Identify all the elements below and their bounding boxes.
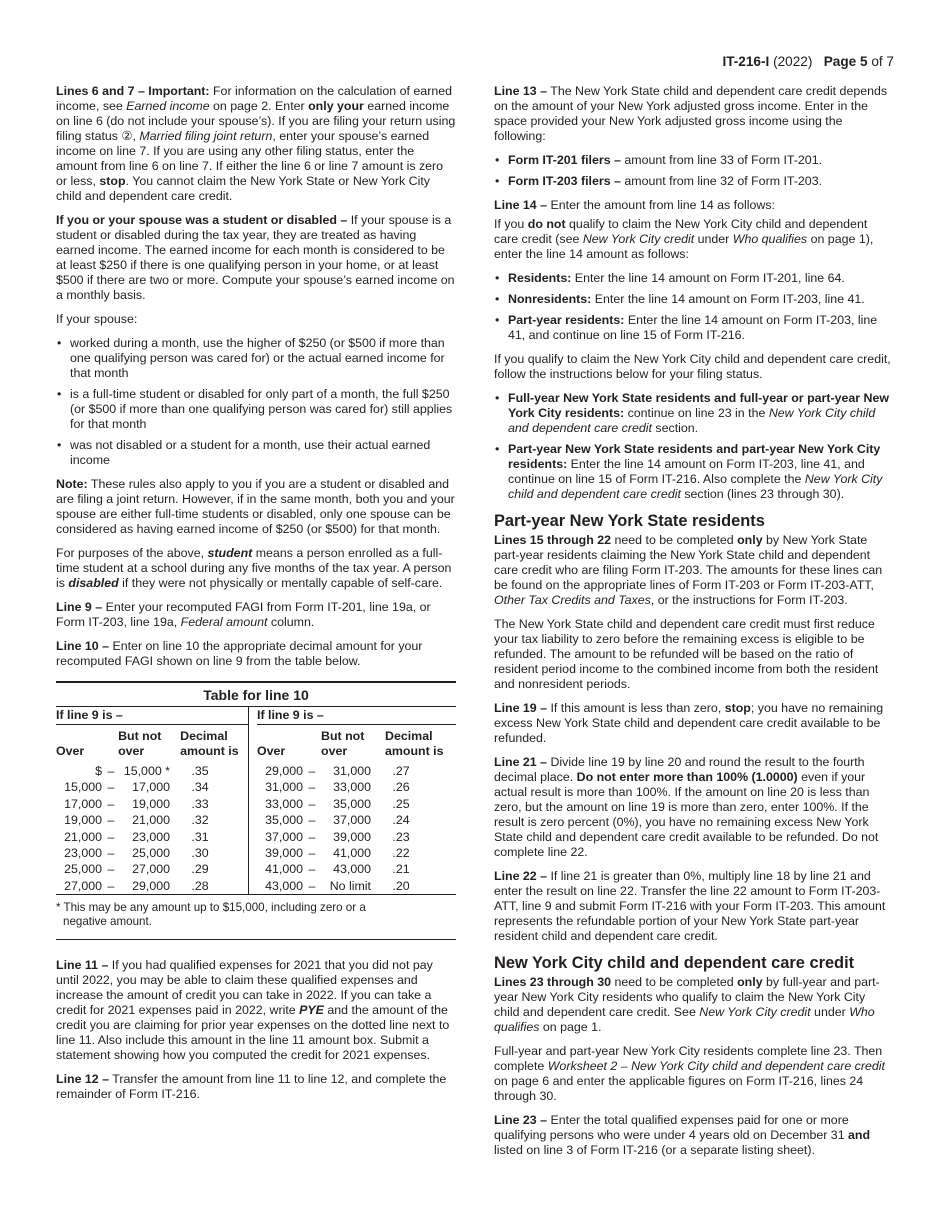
- nys-credit-paragraph: The New York State child and dependent care credit must first reduce your tax liability to zero before the remaining excess is eligible to be refunded. The amount to be refunded will be based on the ratio of resident period income to the combined income from both the resident and nonresident periods.: [494, 617, 879, 691]
- cell-but-not-over: 31,000: [333, 764, 371, 778]
- list-item: • was not disabled or a student for a month, use their actual earned income: [56, 438, 456, 468]
- text: New York City credit: [582, 232, 695, 246]
- cell-dash: –: [308, 878, 316, 893]
- text: stop: [99, 174, 126, 188]
- text: Federal amount: [180, 615, 268, 629]
- cell-over: 29,000: [265, 764, 303, 778]
- line-9-paragraph: [56, 600, 456, 630]
- if-spouse-paragraph: If your spouse:: [56, 312, 138, 326]
- cell-dash: –: [107, 796, 115, 811]
- line-13-bullets: [494, 153, 894, 189]
- cell-dash: –: [107, 829, 115, 844]
- cell-over: 35,000: [265, 813, 303, 828]
- text: amount from line 32 of Form IT-203.: [620, 174, 823, 188]
- text: Form IT-203 filers –: [508, 174, 621, 188]
- table-left-half: [56, 707, 249, 894]
- table-row: [257, 829, 456, 845]
- text: If your spouse is a student or disabled during the tax year, they are treated as having earned income. The earned income for each month is considered to be at least $250 if there is one qualifying person in your home, or at least $500 if there are two or more. Compute your spouse’s earned income on a monthly basis.: [56, 213, 455, 302]
- line-13-paragraph: [494, 84, 894, 144]
- text: Decimal: [385, 729, 433, 743]
- text: column.: [267, 615, 315, 629]
- text: earned income on line 6 (do not include your spouse’s). If you are filing your return using filing status ②,: [56, 99, 456, 143]
- text: amount from line 33 of Form IT-201.: [620, 153, 823, 167]
- form-year: (2022): [773, 54, 813, 69]
- cell-dash: –: [107, 813, 115, 828]
- cell-over: 37,000: [265, 829, 303, 844]
- col-over-header: Over: [257, 744, 286, 758]
- cell-but-not-over: 27,000: [132, 862, 170, 877]
- text: Worksheet 2 – New York City child and dependent care credit: [547, 1059, 885, 1073]
- line-14-bullets: [494, 271, 894, 343]
- student-disabled-paragraph: [56, 213, 456, 303]
- text: New York City credit: [699, 1005, 811, 1019]
- line-21-heading: Line 21 –: [494, 755, 548, 769]
- line-23-paragraph: [494, 1113, 894, 1158]
- cell-over: 15,000: [64, 780, 102, 795]
- cell-over: 39,000: [265, 845, 303, 860]
- cell-decimal: .21: [392, 862, 410, 877]
- table-row: [257, 796, 456, 812]
- text: Other Tax Credits and Taxes: [494, 593, 651, 607]
- text: , or the instructions for Form IT-203.: [650, 593, 848, 607]
- cell-over: 41,000: [265, 862, 303, 877]
- cell-but-not-over: No limit: [329, 878, 371, 893]
- col-but-not-over-header: [118, 729, 180, 759]
- text: ; you have no remaining excess New York State child and dependent care credit available to be refunded.: [494, 701, 884, 745]
- text: even if your actual result is more than 100%. If the amount on line 20 is less than zero, but the amount on line 19 is more than zero, enter 100%. If the result is zero percent (0%), you have no remaining excess New York State child and dependent care credit available to be refunded. Do not complete line 22.: [494, 770, 879, 859]
- table-row: [56, 796, 248, 812]
- cell-but-not-over: 39,000: [333, 829, 371, 844]
- cell-but-not-over: 17,000: [132, 780, 170, 795]
- lines-6-7-paragraph: [56, 84, 456, 204]
- cell-dash: –: [107, 862, 115, 877]
- col-decimal-header: [180, 729, 248, 759]
- text: , enter your spouse’s earned income on line 7. If you are using any other filing status, enter the amount from line 6 on line 7. If either the line 6 or line 7 amount is zero or less,: [56, 129, 444, 188]
- table-column-headers: [257, 725, 456, 763]
- text: section.: [651, 421, 699, 435]
- cell-dash: –: [308, 764, 316, 778]
- note-paragraph: [56, 477, 456, 537]
- cell-but-not-over: 21,000: [132, 813, 170, 828]
- list-item: [494, 271, 894, 286]
- text: need to be completed: [611, 975, 738, 989]
- text: on page 1.: [539, 1020, 602, 1034]
- list-item: [494, 391, 894, 436]
- cell-decimal: .24: [392, 813, 410, 828]
- cell-over: 21,000: [64, 829, 102, 844]
- text: Decimal: [180, 729, 228, 743]
- cell-decimal: .33: [191, 796, 209, 811]
- text: Who qualifies: [494, 1005, 875, 1034]
- cell-dash: –: [308, 780, 316, 795]
- text: Part-year residents:: [508, 313, 625, 327]
- cell-dash: –: [308, 796, 316, 811]
- table-row: [257, 861, 456, 877]
- text: Form IT-201 filers –: [508, 153, 621, 167]
- full-part-year-paragraph: [494, 1044, 894, 1104]
- text: only: [737, 975, 763, 989]
- cell-decimal: .20: [392, 878, 410, 893]
- table-half-header: If line 9 is –: [56, 707, 248, 725]
- text: For information on the calculation of earned income, see: [56, 84, 452, 113]
- text: If line 21 is greater than 0%, multiply line 18 by line 21 and enter the result on line 22. Transfer the line 22 amount to Form IT-203-ATT, line 9 and submit Form IT-216 with your Form IT-203. This amount represents the refundable portion of your New York State part-year resident child and dependent care credit.: [494, 869, 886, 943]
- right-column: [494, 84, 894, 1167]
- qualify-bullets: [494, 391, 894, 502]
- cell-decimal: .22: [392, 845, 410, 860]
- text: on page 1), enter the line 14 amount as follows:: [494, 232, 874, 261]
- cell-but-not-over: 33,000: [333, 780, 371, 795]
- cell-dash: –: [107, 780, 115, 795]
- line-10-heading: Line 10 –: [56, 639, 110, 653]
- text: Married filing joint return: [139, 129, 273, 143]
- cell-decimal: .25: [392, 796, 410, 811]
- text: Enter the line 14 amount on Form IT-203, line 41.: [591, 292, 865, 306]
- text: Enter the line 14 amount on Form IT-203, line 41, and continue on line 15 of Form IT-216. Also complete the: [508, 457, 865, 486]
- text: Full-year New York State residents and full-year or part-year New York City residents:: [508, 391, 890, 420]
- text: If this amount is less than zero,: [547, 701, 725, 715]
- text: Who qualifies: [732, 232, 808, 246]
- page-header: [722, 54, 894, 69]
- text: on page 2. Enter: [209, 99, 309, 113]
- text: student: [207, 546, 253, 560]
- cell-decimal: .31: [191, 829, 209, 844]
- table-row: [257, 779, 456, 795]
- text: qualify to claim the New York City child and dependent care credit (see: [494, 217, 868, 246]
- cell-over: 25,000: [64, 862, 102, 877]
- cell-decimal: .34: [191, 780, 209, 795]
- table-left-rows: [56, 763, 248, 894]
- cell-but-not-over: 15,000 *: [123, 764, 170, 778]
- lines-6-7-heading: Lines 6 and 7 – Important:: [56, 84, 210, 98]
- line-9-heading: Line 9 –: [56, 600, 103, 614]
- line-22-paragraph: [494, 869, 894, 944]
- text: Enter the line 14 amount on Form IT-201, line 64.: [571, 271, 845, 285]
- cell-decimal: .32: [191, 813, 209, 828]
- purposes-paragraph: [56, 546, 456, 591]
- cell-dash: –: [107, 845, 115, 860]
- table-row: [257, 845, 456, 861]
- cell-but-not-over: 41,000: [333, 845, 371, 860]
- student-disabled-heading: If you or your spouse was a student or disabled –: [56, 213, 348, 227]
- text: Enter the line 14 amount on Form IT-203, line 41, and continue on line 15 of Form IT-216.: [508, 313, 878, 342]
- form-number: IT-216-I: [722, 54, 770, 69]
- text: But not: [321, 729, 365, 743]
- table-row: [56, 812, 248, 828]
- cell-over: 27,000: [64, 878, 102, 893]
- text: Residents:: [508, 271, 572, 285]
- table-half-header: If line 9 is –: [257, 707, 456, 725]
- cell-dash: –: [308, 829, 316, 844]
- list-item: [494, 153, 894, 168]
- text: The New York State child and dependent care credit depends on the amount of your New York adjusted gross income. Enter in the space provided your New York adjusted gross income using the following:: [494, 84, 888, 143]
- cell-dash: –: [308, 845, 316, 860]
- list-item: [494, 313, 894, 343]
- cell-decimal: .35: [191, 764, 209, 778]
- table-row: [257, 812, 456, 828]
- text: and the amount of the credit you are claiming for prior year expenses on the dotted line next to line 11. Also include this amount in the line 11 amount box. Submit a statement showing how you computed the credit for 2021 expenses.: [56, 1003, 450, 1063]
- cell-but-not-over: 19,000: [132, 796, 170, 811]
- line-19-heading: Line 19 –: [494, 701, 548, 715]
- cell-over: 33,000: [265, 796, 303, 811]
- text: by New York State part-year residents claiming the New York State child and dependent care credit who are filing Form IT-203. The amounts for these lines can be found on the appropriate lines of Form IT-203 or Form IT-203-ATT,: [494, 533, 883, 592]
- text: Enter the total qualified expenses paid for one or more qualifying persons who were under 4 years old on December 31: [494, 1113, 849, 1142]
- cell-but-not-over: 29,000: [132, 878, 170, 893]
- text: amount is: [180, 744, 239, 758]
- text: Earned income: [126, 99, 210, 113]
- line-23-heading: Line 23 –: [494, 1113, 548, 1127]
- cell-decimal: .30: [191, 845, 209, 860]
- list-item: [494, 442, 894, 502]
- table-footnote: [56, 894, 456, 939]
- cell-but-not-over: 25,000: [132, 845, 170, 860]
- cell-dash: –: [308, 862, 316, 877]
- text: only your: [308, 99, 364, 113]
- table-row: [56, 779, 248, 795]
- text: But not: [118, 729, 162, 743]
- table-grid: [56, 706, 456, 894]
- left-column: [56, 84, 456, 1111]
- text: Lines 23 through 30: [494, 975, 612, 989]
- text: and: [848, 1128, 871, 1142]
- text: Nonresidents:: [508, 292, 592, 306]
- line-13-heading: Line 13 –: [494, 84, 548, 98]
- line-14-heading: Line 14 –: [494, 198, 548, 212]
- spouse-bullet-list: [56, 336, 456, 468]
- cell-decimal: .27: [392, 764, 410, 778]
- text: For purposes of the above,: [56, 546, 208, 560]
- col-but-not-over-header: [321, 729, 385, 759]
- list-item: [494, 174, 894, 189]
- text: New York City child and dependent care credit: [508, 406, 876, 435]
- line-10-paragraph: [56, 639, 456, 669]
- text: PYE: [299, 1003, 324, 1018]
- table-right-rows: [257, 763, 456, 894]
- page-total: of 7: [871, 54, 894, 69]
- cell-over: 23,000: [64, 845, 102, 860]
- text: need to be completed: [611, 533, 738, 547]
- qualify-paragraph: If you qualify to claim the New York City child and dependent care credit, follow the instructions below for your filing status.: [494, 352, 891, 381]
- cell-over: $: [95, 764, 102, 778]
- text: do not: [527, 217, 566, 231]
- table-column-headers: [56, 725, 248, 763]
- list-item: [494, 292, 894, 307]
- page-number: Page 5: [823, 54, 868, 69]
- note-heading: Note:: [56, 477, 88, 491]
- cell-over: 17,000: [64, 796, 102, 811]
- cell-over: 19,000: [64, 813, 102, 828]
- lines-15-22-paragraph: [494, 533, 894, 608]
- cell-dash: –: [107, 878, 115, 893]
- line-22-heading: Line 22 –: [494, 869, 548, 883]
- text: These rules also apply to you if you are a student or disabled and are filing a joint return. However, if in the same month, both you and your spouse are either full-time students or disabled, only one spouse can be considered as having earned income of $250 (or $500) for that month.: [56, 477, 455, 536]
- text: only: [737, 533, 763, 547]
- text: disabled: [68, 576, 119, 590]
- cell-decimal: .26: [392, 780, 410, 795]
- list-item: • worked during a month, use the higher of $250 (or $500 if more than one qualifying person was cared for) or the actual earned income for that month: [56, 336, 456, 381]
- cell-decimal: .23: [392, 829, 410, 844]
- text: Full-year and part-year New York City residents complete line 23. Then complete: [494, 1044, 883, 1073]
- line-21-paragraph: [494, 755, 894, 860]
- text: * This may be any amount up to $15,000, including zero or a: [56, 901, 366, 915]
- cell-dash: –: [107, 764, 115, 778]
- table-row: [56, 845, 248, 861]
- text: . You cannot claim the New York State or New York City child and dependent care credit.: [56, 174, 430, 203]
- line-11-heading: Line 11 –: [56, 958, 109, 973]
- text: on page 6 and enter the applicable figures on Form IT-216, lines 24 through 30.: [494, 1074, 864, 1103]
- text: if they were not physically or mentally capable of self-care.: [118, 576, 443, 590]
- cell-but-not-over: 43,000: [333, 862, 371, 877]
- line-10-table: [56, 681, 456, 940]
- cell-dash: –: [308, 813, 316, 828]
- text: under: [694, 232, 733, 246]
- nyc-credit-heading: New York City child and dependent care credit: [494, 954, 855, 972]
- line-14-paragraph: [494, 198, 894, 213]
- table-row: [257, 878, 456, 894]
- line-14-detail: [494, 217, 894, 262]
- line-11-paragraph: [56, 958, 456, 1063]
- table-row: [257, 763, 456, 779]
- part-year-heading: Part-year New York State residents: [494, 512, 765, 530]
- text: stop: [724, 701, 751, 715]
- text: Enter on line 10 the appropriate decimal amount for your recomputed FAGI shown on line 9 from the table below.: [56, 639, 423, 668]
- table-row: [56, 878, 248, 894]
- list-item: • is a full-time student or disabled for only part of a month, the full $250 (or $500 if more than one qualifying person was cared for) still applies for that month: [56, 387, 456, 432]
- table-title: Table for line 10: [203, 687, 309, 703]
- col-over-header: Over: [56, 744, 85, 758]
- lines-23-30-paragraph: [494, 975, 894, 1035]
- cell-but-not-over: 35,000: [333, 796, 371, 811]
- text: Lines 15 through 22: [494, 533, 612, 547]
- text: over: [321, 744, 348, 758]
- text: If you: [494, 217, 528, 231]
- text: means a person enrolled as a full-time student at a school during any five months of the tax year. A person is: [56, 546, 452, 590]
- line-12-heading: Line 12 –: [56, 1072, 110, 1087]
- line-19-paragraph: [494, 701, 894, 746]
- text: continue on line 23 in the: [624, 406, 769, 420]
- text: If you had qualified expenses for 2021 that you did not pay until 2022, you may be able to claim these qualified expenses and increase the amount of credit you can take in 2022. If you can take a credit for 2021 expenses paid in 2022, write: [56, 958, 433, 1018]
- cell-but-not-over: 23,000: [132, 829, 170, 844]
- text: Divide line 19 by line 20 and round the result to the fourth decimal place.: [494, 755, 865, 784]
- cell-but-not-over: 37,000: [333, 813, 371, 828]
- text: negative amount.: [63, 915, 152, 929]
- text: over: [118, 744, 145, 758]
- cell-over: 43,000: [265, 878, 303, 893]
- text: under: [810, 1005, 850, 1019]
- text: listed on line 3 of Form IT-216 (or a separate listing sheet).: [494, 1143, 815, 1157]
- text: Do not enter more than 100% (1.0000): [576, 770, 798, 784]
- cell-over: 31,000: [265, 780, 303, 795]
- cell-decimal: .29: [191, 862, 209, 877]
- text: New York City child and dependent care credit: [508, 472, 883, 501]
- text: amount is: [385, 744, 444, 758]
- text: Enter the amount from line 14 as follows:: [547, 198, 775, 212]
- table-right-half: [249, 707, 456, 894]
- text: Enter your recomputed FAGI from Form IT-201, line 19a, or Form IT-203, line 19a,: [56, 600, 431, 629]
- text: by full-year and part-year New York City residents who qualify to claim the New York City child and dependent care credit. See: [494, 975, 880, 1019]
- col-decimal-header: [385, 729, 455, 759]
- text: Transfer the amount from line 11 to line 12, and complete the remainder of Form IT-216.: [56, 1072, 447, 1102]
- line-12-paragraph: [56, 1072, 456, 1102]
- text: Part-year New York State residents and part-year New York City residents:: [508, 442, 881, 471]
- cell-decimal: .28: [191, 878, 209, 893]
- text: section (lines 23 through 30).: [680, 487, 845, 501]
- table-row: [56, 861, 248, 877]
- table-row: [56, 763, 248, 779]
- table-row: [56, 829, 248, 845]
